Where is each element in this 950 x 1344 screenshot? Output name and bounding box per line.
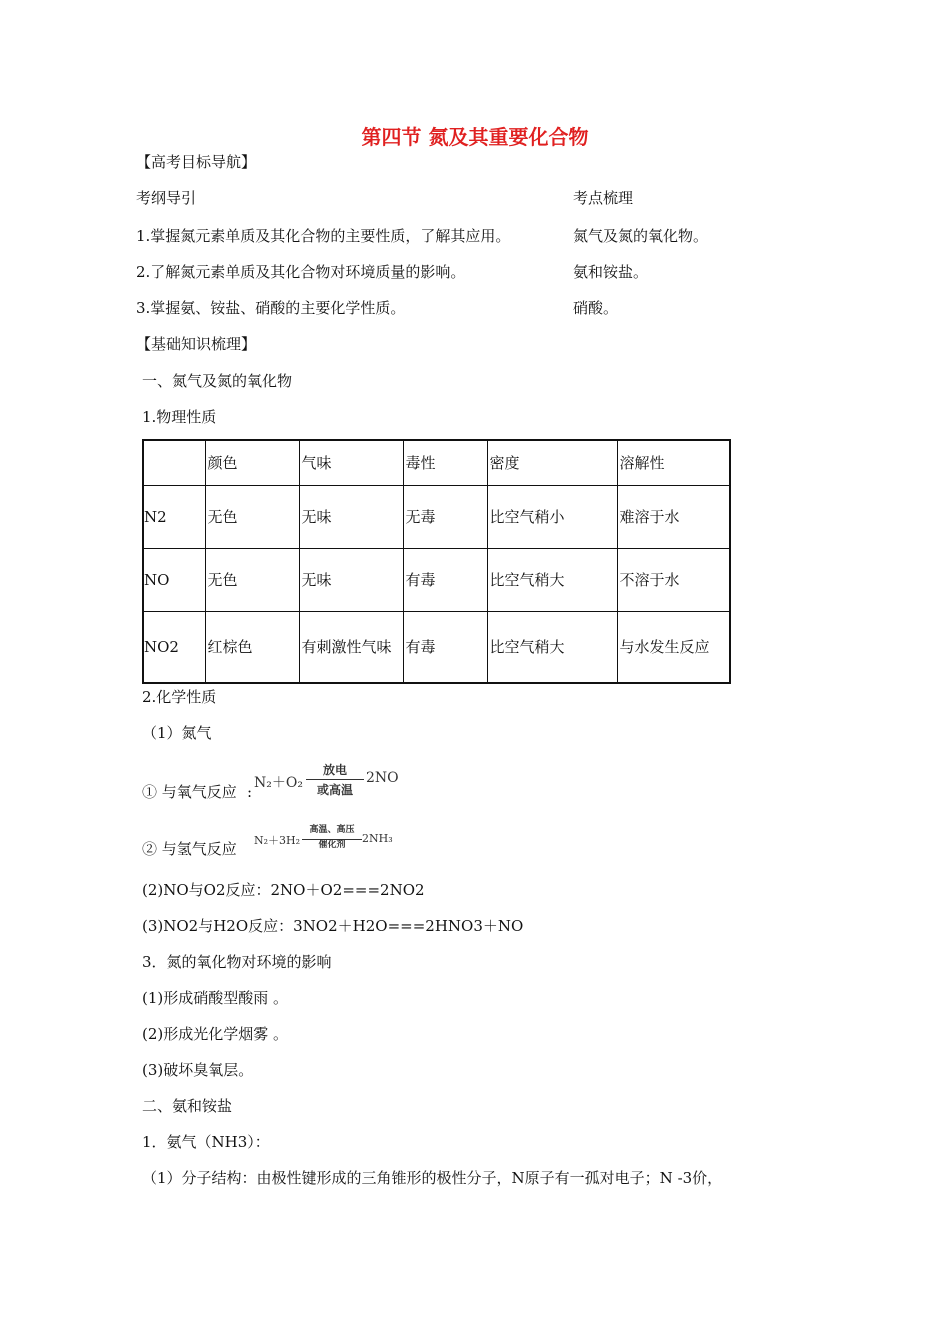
reaction-hydrogen-condition-bottom: 催化剂 bbox=[318, 840, 346, 850]
nitrogen-subheading: （1）氮气 bbox=[142, 724, 212, 742]
table-cell: 比空气稍大 bbox=[487, 549, 617, 612]
goal-row-2-right: 氨和铵盐。 bbox=[573, 263, 649, 281]
table-header-cell: 气味 bbox=[299, 440, 403, 486]
table-cell: NO bbox=[143, 549, 205, 612]
table-cell: 无味 bbox=[299, 549, 403, 612]
table-header-cell bbox=[143, 440, 205, 486]
reaction-no2-h2o: (3)NO2与H2O反应：3NO2＋H2O===2HNO3＋NO bbox=[142, 917, 524, 935]
environment-item-1: (1)形成硝酸型酸雨 。 bbox=[142, 989, 289, 1007]
goals-left-header: 考纲导引 bbox=[136, 189, 197, 207]
goals-right-header: 考点梳理 bbox=[573, 189, 634, 207]
chemical-properties-heading: 2.化学性质 bbox=[142, 688, 217, 706]
reaction-no-o2: (2)NO与O2反应：2NO＋O2===2NO2 bbox=[142, 881, 425, 899]
table-cell: 与水发生反应 bbox=[617, 612, 730, 684]
table-cell: 红棕色 bbox=[205, 612, 299, 684]
reaction-oxygen-label: ① 与氧气反应 bbox=[142, 783, 237, 801]
table-cell: 比空气稍大 bbox=[487, 612, 617, 684]
table-row bbox=[143, 612, 730, 684]
section-heading-goals: 【高考目标导航】 bbox=[136, 153, 257, 171]
goal-row-1-right: 氮气及氮的氧化物。 bbox=[573, 227, 709, 245]
page-title: 第四节 氮及其重要化合物 bbox=[361, 125, 589, 149]
section-heading-basics: 【基础知识梳理】 bbox=[136, 335, 257, 353]
physical-properties-table bbox=[142, 439, 731, 684]
reaction-hydrogen-label: ② 与氢气反应 bbox=[142, 840, 237, 858]
part2-heading: 二、氨和铵盐 bbox=[142, 1097, 233, 1115]
environment-item-3: (3)破坏臭氧层。 bbox=[142, 1061, 254, 1079]
table-cell: 无色 bbox=[205, 486, 299, 549]
reaction-hydrogen-lhs: N₂＋3H₂ bbox=[254, 834, 301, 847]
table-cell: 不溶于水 bbox=[617, 549, 730, 612]
table-cell: 无毒 bbox=[403, 486, 487, 549]
part1-heading: 一、氮气及氮的氧化物 bbox=[142, 372, 293, 390]
reaction-oxygen-condition-top: 放电 bbox=[322, 763, 347, 777]
table-cell: 有刺激性气味 bbox=[299, 612, 403, 684]
table-header-cell: 溶解性 bbox=[617, 440, 730, 486]
reaction-oxygen-equation bbox=[254, 762, 414, 802]
goal-row-1-left: 1.掌握氮元素单质及其化合物的主要性质，了解其应用。 bbox=[136, 227, 511, 245]
table-cell: NO2 bbox=[143, 612, 205, 684]
reaction-hydrogen-condition-top: 高温、高压 bbox=[309, 825, 355, 835]
reaction-hydrogen-rhs: 2NH₃ bbox=[362, 832, 393, 845]
table-cell: 难溶于水 bbox=[617, 486, 730, 549]
reaction-oxygen-lhs: N₂＋O₂ bbox=[254, 775, 303, 791]
table-header-cell: 密度 bbox=[487, 440, 617, 486]
ammonia-heading: 1．氨气（NH3）： bbox=[142, 1133, 270, 1151]
goal-row-3-right: 硝酸。 bbox=[573, 299, 619, 317]
reaction-arrow-line bbox=[306, 779, 364, 780]
environment-heading: 3．氮的氧化物对环境的影响 bbox=[142, 953, 332, 971]
table-cell: 无味 bbox=[299, 486, 403, 549]
table-header-cell: 颜色 bbox=[205, 440, 299, 486]
table-cell: 有毒 bbox=[403, 612, 487, 684]
reaction-oxygen-rhs: 2NO bbox=[366, 770, 399, 786]
physical-properties-heading: 1.物理性质 bbox=[142, 408, 217, 426]
table-cell: 有毒 bbox=[403, 549, 487, 612]
environment-item-2: (2)形成光化学烟雾 。 bbox=[142, 1025, 289, 1043]
table-header-cell: 毒性 bbox=[403, 440, 487, 486]
colon: : bbox=[247, 783, 253, 801]
table-row bbox=[143, 549, 730, 612]
table-cell: 比空气稍小 bbox=[487, 486, 617, 549]
table-cell: 无色 bbox=[205, 549, 299, 612]
goal-row-3-left: 3.掌握氨、铵盐、硝酸的主要化学性质。 bbox=[136, 299, 406, 317]
reaction-oxygen-condition-bottom: 或高温 bbox=[316, 783, 353, 797]
goal-row-2-left: 2.了解氮元素单质及其化合物对环境质量的影响。 bbox=[136, 263, 466, 281]
table-header-row bbox=[143, 440, 730, 486]
table-row bbox=[143, 486, 730, 549]
table-cell: N2 bbox=[143, 486, 205, 549]
ammonia-structure-line: （1）分子结构：由极性键形成的三角锥形的极性分子，N原子有一孤对电子；N -3价， bbox=[142, 1169, 723, 1187]
reaction-hydrogen-equation bbox=[254, 824, 414, 856]
